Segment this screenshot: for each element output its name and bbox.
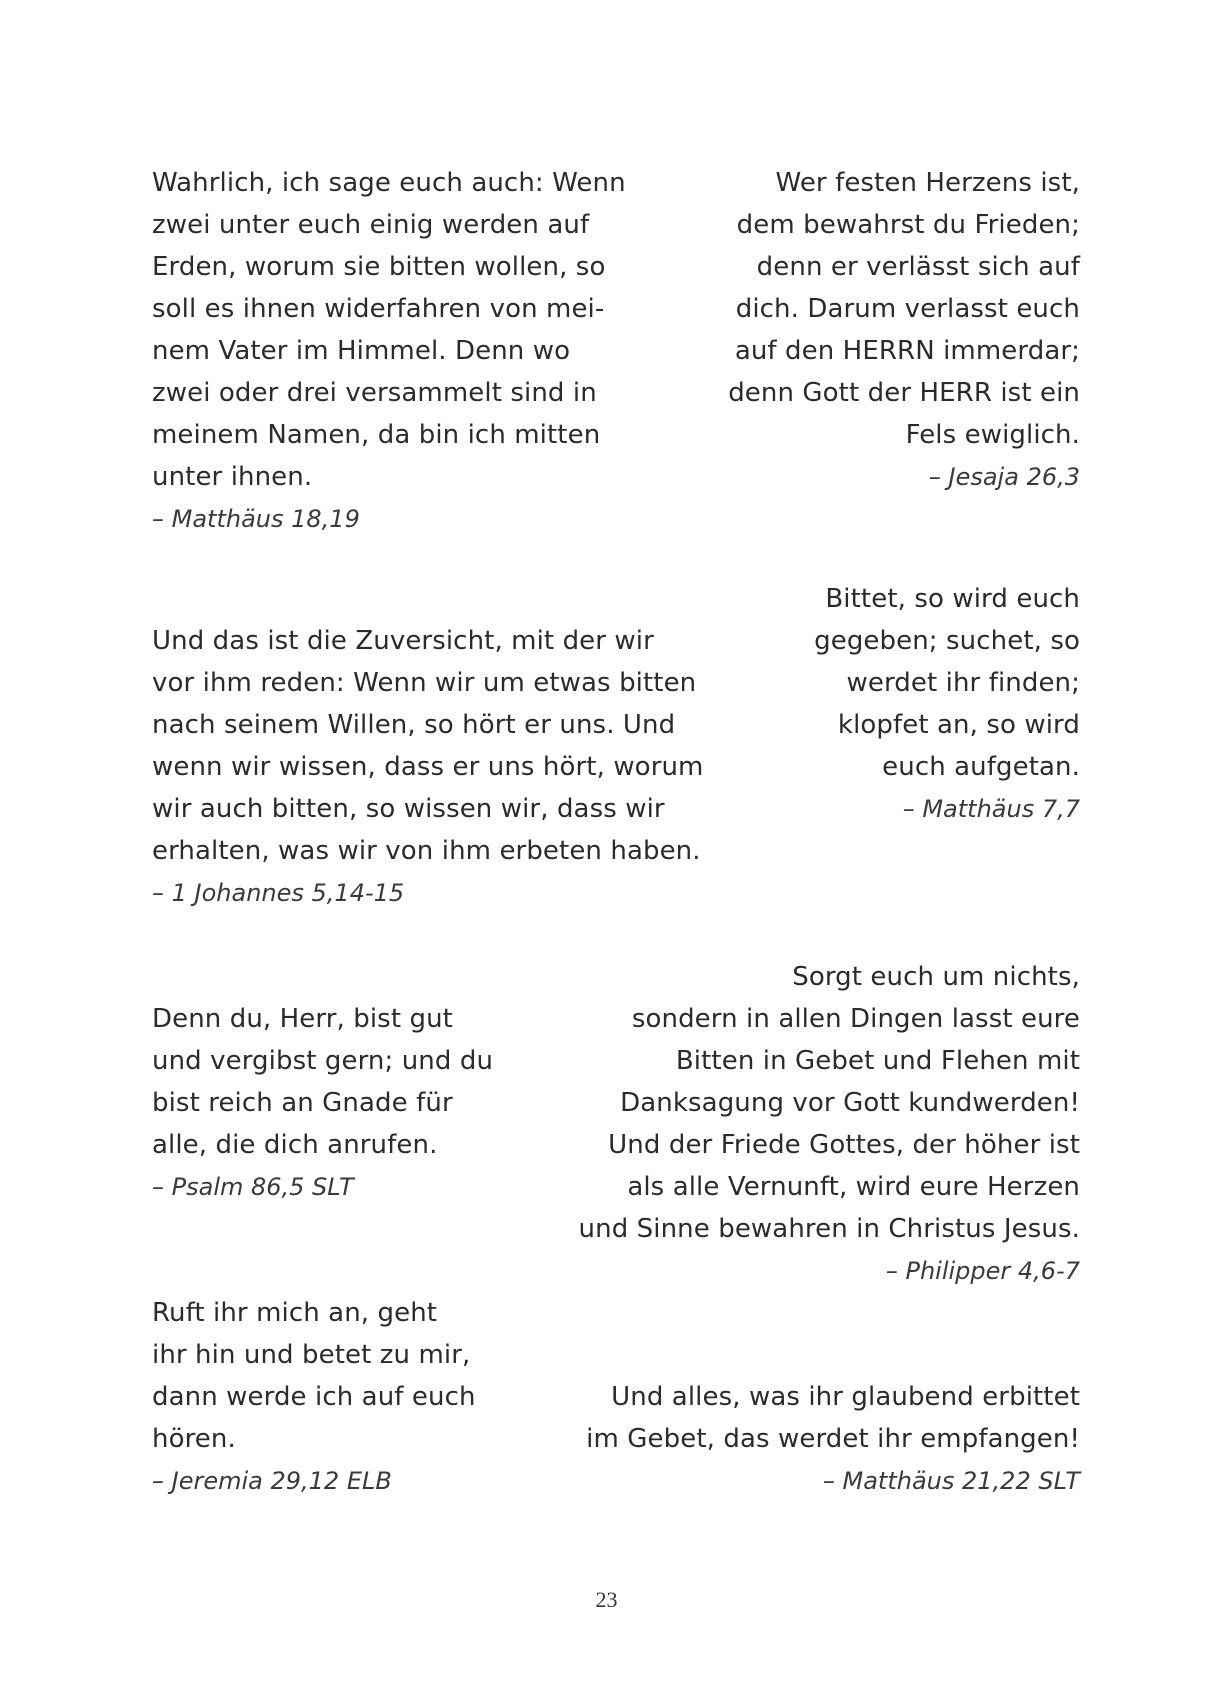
- verse-matthaeus-21-22: [586, 1376, 1080, 1502]
- verse-matthaeus-18-19: [152, 162, 626, 540]
- verse-reference: – Philipper 4,6-7: [885, 1257, 1080, 1285]
- verse-line: werdet ihr finden;: [846, 668, 1080, 698]
- verse-line: Bittet, so wird euch: [825, 584, 1080, 614]
- verse-line: Denn du, Herr, bist gut: [152, 1004, 453, 1034]
- verse-line: Wahrlich, ich sage euch auch: Wenn: [152, 168, 626, 198]
- verse-line: dem bewahrst du Frieden;: [736, 210, 1080, 240]
- verse-matthaeus-7-7: [814, 578, 1080, 830]
- verse-reference: – Matthäus 18,19: [152, 505, 360, 533]
- verse-line: als alle Vernunft, wird eure Herzen: [627, 1172, 1080, 1202]
- verse-line: Und der Friede Gottes, der höher ist: [608, 1130, 1080, 1160]
- verse-line: denn er verlässt sich auf: [756, 252, 1080, 282]
- page-number: 23: [595, 1587, 618, 1612]
- verse-line: ihr hin und betet zu mir,: [152, 1340, 471, 1370]
- verse-reference: – Jeremia 29,12 ELB: [152, 1467, 392, 1495]
- verse-line: Und das ist die Zuversicht, mit der wir: [152, 626, 654, 656]
- verse-line: bist reich an Gnade für: [152, 1088, 453, 1118]
- verse-line: nach seinem Willen, so hört er uns. Und: [152, 710, 676, 740]
- verse-1-johannes-5-14-15: [152, 620, 704, 914]
- verse-line: zwei unter euch einig werden auf: [152, 210, 590, 240]
- verse-line: erhalten, was wir von ihm erbeten haben.: [152, 836, 701, 866]
- verse-line: Wer festen Herzens ist,: [775, 168, 1080, 198]
- verse-line: im Gebet, das werdet ihr empfangen!: [586, 1424, 1080, 1454]
- verse-line: Sorgt euch um nichts,: [792, 962, 1080, 992]
- verse-line: soll es ihnen widerfahren von mei-: [152, 294, 605, 324]
- verse-reference: – Matthäus 21,22 SLT: [822, 1467, 1080, 1495]
- verse-jesaja-26-3: [728, 162, 1080, 498]
- verse-line: Bitten in Gebet und Flehen mit: [675, 1046, 1080, 1076]
- verse-line: und vergibst gern; und du: [152, 1046, 494, 1076]
- verse-line: Erden, worum sie bitten wollen, so: [152, 252, 606, 282]
- verse-line: und Sinne bewahren in Christus Jesus.: [578, 1214, 1080, 1244]
- verse-reference: – Psalm 86,5 SLT: [152, 1173, 354, 1201]
- verse-line: klopfet an, so wird: [837, 710, 1080, 740]
- verse-line: Fels ewiglich.: [905, 420, 1080, 450]
- verse-line: gegeben; suchet, so: [814, 626, 1080, 656]
- verse-line: meinem Namen, da bin ich mitten: [152, 420, 601, 450]
- verse-line: alle, die dich anrufen.: [152, 1130, 438, 1160]
- verse-line: hören.: [152, 1424, 236, 1454]
- verse-line: unter ihnen.: [152, 462, 313, 492]
- verse-line: zwei oder drei versammelt sind in: [152, 378, 597, 408]
- verse-line: Ruft ihr mich an, geht: [152, 1298, 438, 1328]
- verse-psalm-86-5: [152, 998, 493, 1208]
- verse-line: sondern in allen Dingen lasst eure: [631, 1004, 1080, 1034]
- verse-jeremia-29-12: [152, 1292, 476, 1502]
- verse-line: wenn wir wissen, dass er uns hört, worum: [152, 752, 704, 782]
- verse-reference: – Matthäus 7,7: [902, 795, 1080, 823]
- verse-reference: – Jesaja 26,3: [928, 463, 1080, 491]
- verse-line: dann werde ich auf euch: [152, 1382, 476, 1412]
- verse-line: wir auch bitten, so wissen wir, dass wir: [152, 794, 665, 824]
- verse-line: euch aufgetan.: [882, 752, 1080, 782]
- verse-line: vor ihm reden: Wenn wir um etwas bitten: [152, 668, 697, 698]
- verse-line: auf den HERRN immerdar;: [734, 336, 1080, 366]
- verse-line: dich. Darum verlasst euch: [735, 294, 1080, 324]
- verse-line: denn Gott der HERR ist ein: [728, 378, 1080, 408]
- verse-line: Danksagung vor Gott kundwerden!: [620, 1088, 1080, 1118]
- verse-reference: – 1 Johannes 5,14-15: [152, 879, 405, 907]
- verse-line: Und alles, was ihr glaubend erbittet: [611, 1382, 1080, 1412]
- verse-line: nem Vater im Himmel. Denn wo: [152, 336, 571, 366]
- verse-philipper-4-6-7: [579, 956, 1080, 1292]
